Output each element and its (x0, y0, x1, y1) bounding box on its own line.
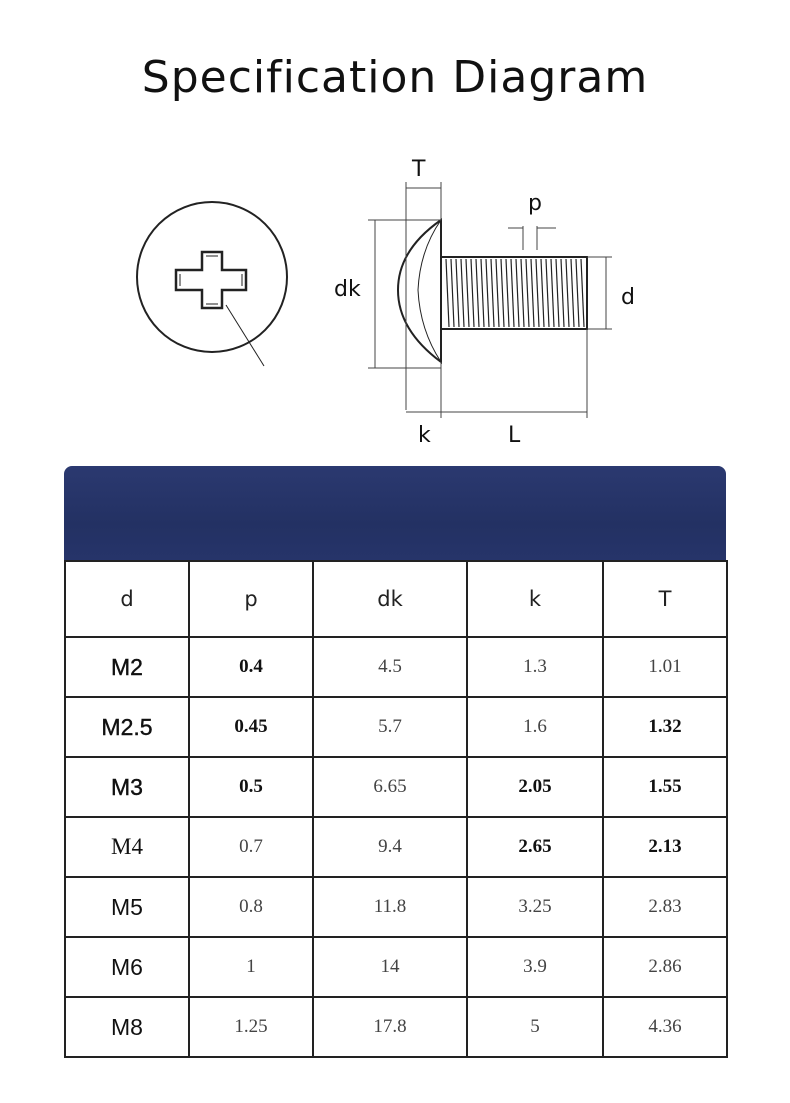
screw-side-view (398, 220, 587, 362)
cell-k: 2.05 (467, 757, 603, 817)
table-row (65, 697, 727, 757)
page-title: Specification Diagram (141, 52, 649, 103)
thread-line (451, 259, 454, 327)
cell-T: 2.13 (603, 817, 727, 877)
cell-dk: 9.4 (313, 817, 467, 877)
cell-p: 1.25 (189, 997, 313, 1057)
cell-T: 1.55 (603, 757, 727, 817)
table-row (65, 637, 727, 697)
cell-d: M5 (65, 877, 189, 937)
thread-line (576, 259, 579, 327)
thread-line (521, 259, 524, 327)
thread-line (476, 259, 479, 327)
table-header-band (64, 466, 726, 562)
label-T: T (412, 157, 426, 182)
cell-d: M2.5 (65, 697, 189, 757)
cell-d: M3 (65, 757, 189, 817)
thread-line (511, 259, 514, 327)
thread-line (571, 259, 574, 327)
cell-d: M8 (65, 997, 189, 1057)
col-header-dk: dk (313, 561, 467, 637)
cell-p: 0.5 (189, 757, 313, 817)
table-row (65, 757, 727, 817)
thread-line (501, 259, 504, 327)
thread-line (471, 259, 474, 327)
cell-p: 0.45 (189, 697, 313, 757)
thread-line (481, 259, 484, 327)
thread-line (551, 259, 554, 327)
cell-T: 4.36 (603, 997, 727, 1057)
label-k: k (418, 423, 431, 448)
cell-d: M2 (65, 637, 189, 697)
thread-line (466, 259, 469, 327)
thread-line (516, 259, 519, 327)
col-header-p: p (189, 561, 313, 637)
label-p: p (528, 191, 542, 216)
cell-dk: 11.8 (313, 877, 467, 937)
thread-line (461, 259, 464, 327)
thread-line (496, 259, 499, 327)
thread-line (556, 259, 559, 327)
col-header-d: d (65, 561, 189, 637)
thread-line (536, 259, 539, 327)
cell-k: 5 (467, 997, 603, 1057)
cell-p: 0.4 (189, 637, 313, 697)
cell-d: M4 (65, 817, 189, 877)
screw-diagram (0, 140, 790, 460)
cell-dk: 17.8 (313, 997, 467, 1057)
cell-k: 1.3 (467, 637, 603, 697)
thread-line (446, 259, 449, 327)
cell-k: 2.65 (467, 817, 603, 877)
thread-line (546, 259, 549, 327)
cell-T: 1.01 (603, 637, 727, 697)
thread-line (531, 259, 534, 327)
cell-dk: 6.65 (313, 757, 467, 817)
thread-line (486, 259, 489, 327)
cell-p: 0.7 (189, 817, 313, 877)
thread-line (541, 259, 544, 327)
cell-k: 3.25 (467, 877, 603, 937)
label-dk: dk (334, 277, 361, 302)
cell-p: 1 (189, 937, 313, 997)
spec-table (64, 560, 728, 1058)
cell-dk: 14 (313, 937, 467, 997)
table-header-row (65, 561, 727, 637)
thread-line (491, 259, 494, 327)
cell-p: 0.8 (189, 877, 313, 937)
thread-line (561, 259, 564, 327)
thread-line (566, 259, 569, 327)
head-top-view (137, 202, 287, 366)
cell-T: 2.83 (603, 877, 727, 937)
col-header-T: T (603, 561, 727, 637)
cell-dk: 5.7 (313, 697, 467, 757)
thread-line (526, 259, 529, 327)
table-row (65, 997, 727, 1057)
phillips-cross-icon (176, 252, 246, 308)
cell-k: 3.9 (467, 937, 603, 997)
table-row (65, 877, 727, 937)
thread-line (506, 259, 509, 327)
cell-dk: 4.5 (313, 637, 467, 697)
cell-d: M6 (65, 937, 189, 997)
cell-T: 2.86 (603, 937, 727, 997)
thread-line (581, 259, 584, 327)
table-row (65, 937, 727, 997)
thread-line (456, 259, 459, 327)
col-header-k: k (467, 561, 603, 637)
label-L: L (508, 423, 521, 448)
cell-k: 1.6 (467, 697, 603, 757)
cell-T: 1.32 (603, 697, 727, 757)
table-row (65, 817, 727, 877)
label-d: d (621, 285, 635, 310)
dimension-lines (368, 182, 612, 418)
